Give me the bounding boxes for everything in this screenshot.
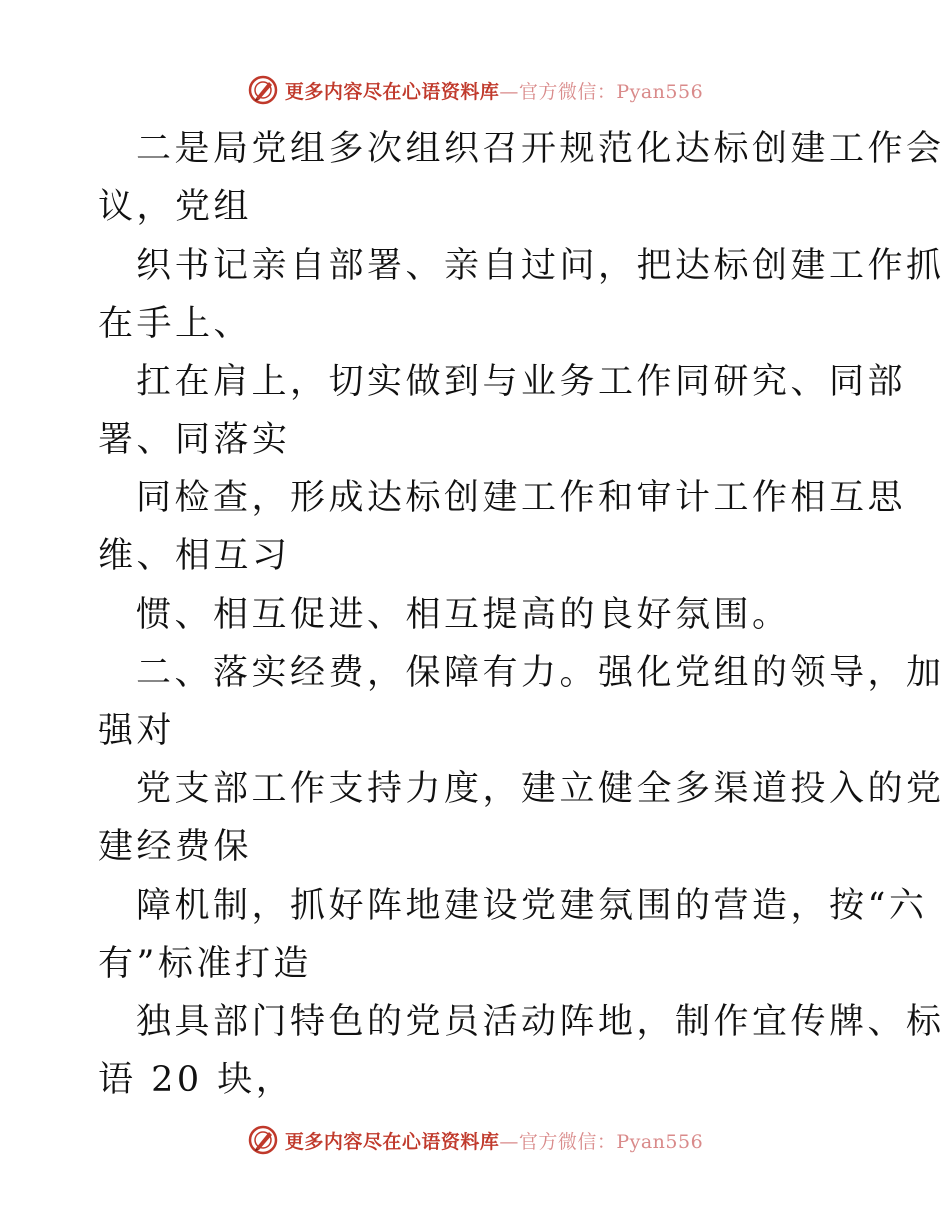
pen-seal-icon [247, 74, 279, 106]
footer-watermark [0, 1120, 950, 1160]
header-watermark [0, 70, 950, 110]
text-line: 署、同落实 [98, 420, 291, 460]
text-line: 强对 [98, 711, 176, 751]
watermark-text: 更多内容尽在心语资料库—官方微信：Pyan556 [284, 80, 704, 103]
text-line: 织书记亲自部署、亲自过问，把达标创建工作抓 [136, 246, 945, 286]
watermark-text: 更多内容尽在心语资料库—官方微信：Pyan556 [284, 1130, 704, 1153]
text-line: 独具部门特色的党员活动阵地，制作宜传牌、标 [136, 1002, 945, 1042]
text-line: 议，党组 [98, 187, 253, 227]
text-line: 党支部工作支持力度，建立健全多渠道投入的党 [136, 769, 945, 809]
text-line: 同检查，形成达标创建工作和审计工作相互思 [136, 478, 907, 518]
text-line: 扛在肩上，切实做到与业务工作同研究、同部 [136, 362, 907, 402]
text-line: 惯、相互促进、相互提高的良好氛围。 [136, 595, 791, 635]
text-line: 有”标准打造 [98, 944, 312, 984]
text-line: 在手上、 [98, 304, 253, 344]
pen-seal-icon [247, 1124, 279, 1156]
text-line: 障机制，抓好阵地建设党建氛围的营造，按“六 [136, 886, 928, 926]
text-line: 二、落实经费，保障有力。强化党组的领导，加 [136, 653, 945, 693]
text-line: 建经费保 [98, 827, 253, 867]
text-line: 语 20 块， [98, 1060, 295, 1100]
text-line: 维、相互习 [98, 536, 291, 576]
text-line: 二是局党组多次组织召开规范化达标创建工作会 [136, 129, 945, 169]
